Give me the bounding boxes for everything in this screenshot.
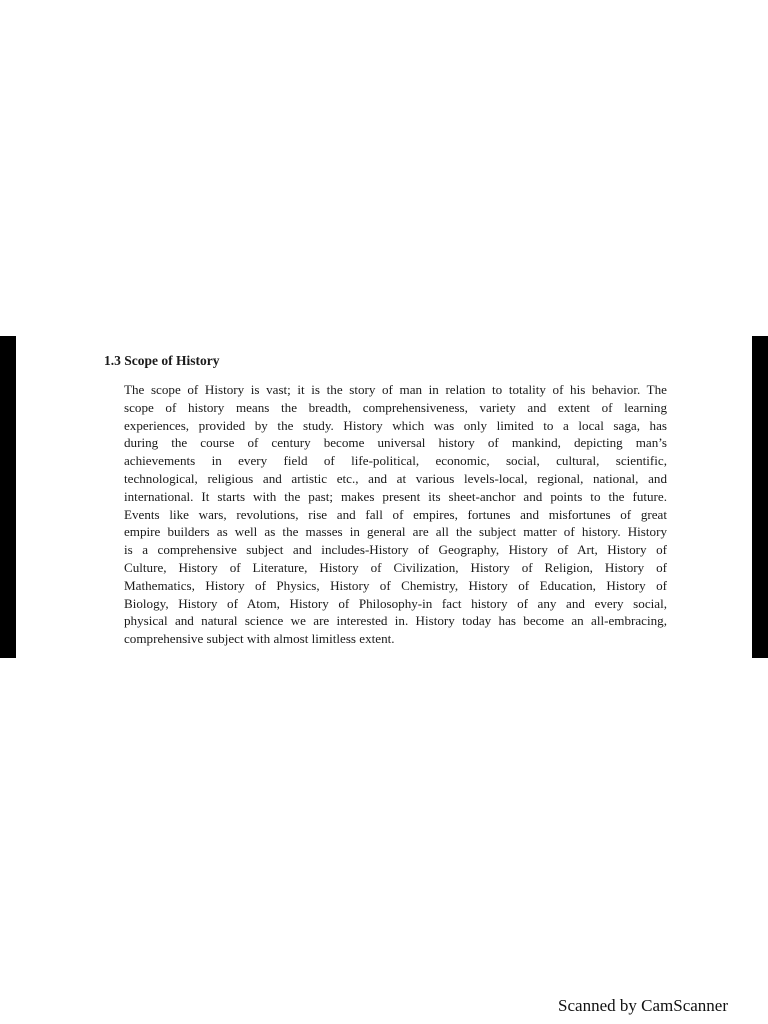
section-body xyxy=(124,381,667,648)
body-line: The scope of History is vast; it is the story of man in relation to totality of his behavior. The xyxy=(124,382,667,397)
body-line: international. It starts with the past; makes present its sheet-anchor and points to the future. xyxy=(124,488,667,504)
camscanner-watermark: Scanned by CamScanner xyxy=(558,996,728,1015)
body-line: Mathematics, History of Physics, History of Chemistry, History of Education, History of xyxy=(124,577,667,593)
section-heading: 1.3 Scope of History xyxy=(104,353,220,368)
body-line-last: comprehensive subject with almost limitless extent. xyxy=(124,631,395,647)
body-line: is a comprehensive subject and includes-History of Geography, History of Art, History of xyxy=(124,542,667,558)
body-line: physical and natural science we are interested in. History today has become an all-embracing, xyxy=(124,613,667,629)
body-line: Biology, History of Atom, History of Philosophy-in fact history of any and every social, xyxy=(124,595,667,611)
body-line: Events like wars, revolutions, rise and fall of empires, fortunes and misfortunes of great xyxy=(124,506,667,522)
body-line: scope of history means the breadth, comprehensiveness, variety and extent of learning xyxy=(124,399,667,415)
body-line: achievements in every field of life-political, economic, social, cultural, scientific, xyxy=(124,453,667,469)
body-line: empire builders as well as the masses in general are all the subject matter of history. History xyxy=(124,524,667,540)
scan-edge-right xyxy=(752,336,768,658)
scan-edge-left xyxy=(0,336,16,658)
body-line: during the course of century become universal history of mankind, depicting man’s xyxy=(124,435,667,451)
body-line: experiences, provided by the study. History which was only limited to a local saga, has xyxy=(124,417,667,433)
body-line: technological, religious and artistic etc., and at various levels-local, regional, national, and xyxy=(124,470,667,486)
body-line: Culture, History of Literature, History of Civilization, History of Religion, History of xyxy=(124,559,667,575)
